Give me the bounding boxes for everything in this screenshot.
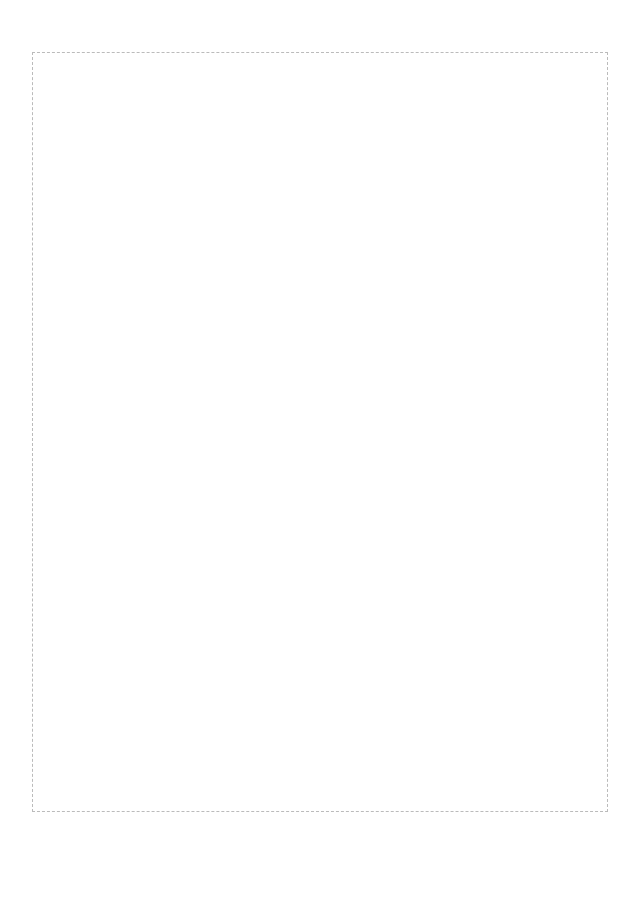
content-area [32,52,608,812]
